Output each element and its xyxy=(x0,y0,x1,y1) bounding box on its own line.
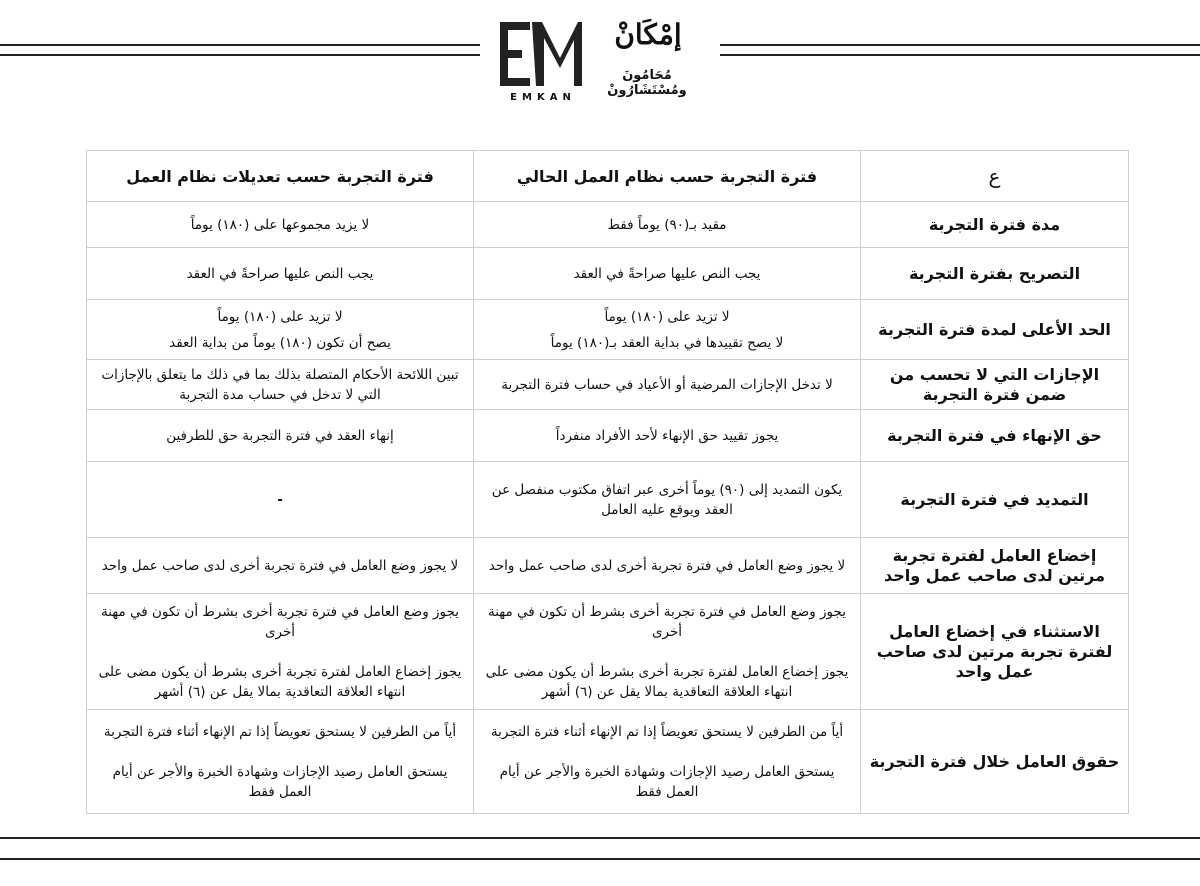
table-row xyxy=(87,202,1129,248)
cell-text: - xyxy=(277,491,283,508)
row-current xyxy=(474,710,861,814)
row-label: التصريح بفترة التجربة xyxy=(861,248,1129,300)
cell-text: لا يجوز وضع العامل في فترة تجربة أخرى لدى صاحب عمل واحد xyxy=(488,557,846,574)
header-line-left-bottom xyxy=(0,54,480,56)
row-amended xyxy=(87,462,474,538)
cell-text: إنهاء العقد في فترة التجربة حق للطرفين xyxy=(166,427,394,444)
logo-arabic-tagline: مُحَامُونَ ومُسْتَشَارُونْ xyxy=(607,68,687,98)
logo-arabic-name: إمْكَانْ xyxy=(614,18,682,51)
table-row xyxy=(87,594,1129,710)
cell-text: يكون التمديد إلى (٩٠) يوماً أخرى عبر اتفاق مكتوب منفصل عن العقد ويوقع عليه العامل xyxy=(491,481,843,518)
row-amended xyxy=(87,300,474,360)
row-label: مدة فترة التجربة xyxy=(861,202,1129,248)
header-line-left-top xyxy=(0,44,480,46)
cell-text: يجوز وضع العامل في فترة تجربة أخرى بشرط أن تكون في مهنة أخرى xyxy=(100,603,460,640)
cell-text: يجوز إخضاع العامل لفترة تجربة أخرى بشرط أن يكون مضى على انتهاء العلاقة التعاقدية بمالا يقل عن (٦) أشهر xyxy=(98,663,462,700)
cell-text: تبين اللائحة الأحكام المتصلة بذلك بما في ذلك ما يتعلق بالإجازات التي لا تدخل في حساب مدة التجربة xyxy=(101,366,459,403)
row-current xyxy=(474,248,861,300)
table-row xyxy=(87,248,1129,300)
table-header-row xyxy=(87,151,1129,202)
cell-text: يجوز إخضاع العامل لفترة تجربة أخرى بشرط أن يكون مضى على انتهاء العلاقة التعاقدية بمالا يقل عن (٦) أشهر xyxy=(485,663,849,700)
footer-line-top xyxy=(0,837,1200,839)
cell-text: يصح أن تكون (١٨٠) يوماً من بداية العقد xyxy=(169,334,391,351)
cell-text: لا يجوز وضع العامل في فترة تجربة أخرى لدى صاحب عمل واحد xyxy=(101,557,459,574)
logo-latin-name: EMKAN xyxy=(510,92,576,103)
table-row xyxy=(87,410,1129,462)
row-current xyxy=(474,202,861,248)
row-label: الإجازات التي لا تحسب من ضمن فترة التجربة xyxy=(861,360,1129,410)
row-current xyxy=(474,594,861,710)
cell-text: لا يصح تقييدها في بداية العقد بـ(١٨٠) يوماً xyxy=(550,334,784,351)
footer-line-bottom xyxy=(0,858,1200,860)
header-line-right-top xyxy=(720,44,1200,46)
cell-text: لا يزيد مجموعها على (١٨٠) يوماً xyxy=(190,216,370,233)
row-current xyxy=(474,410,861,462)
row-label: التمديد في فترة التجربة xyxy=(861,462,1129,538)
table-row xyxy=(87,710,1129,814)
table-row xyxy=(87,538,1129,594)
row-amended xyxy=(87,202,474,248)
row-current xyxy=(474,462,861,538)
emkan-logo xyxy=(496,14,706,106)
probation-comparison-table xyxy=(86,150,1129,814)
header-index: ع xyxy=(861,151,1129,202)
table-row xyxy=(87,300,1129,360)
header-current-law: فترة التجربة حسب نظام العمل الحالي xyxy=(474,151,861,202)
row-label: الاستثناء في إخضاع العامل لفترة تجربة مرتين لدى صاحب عمل واحد xyxy=(861,594,1129,710)
row-amended xyxy=(87,248,474,300)
table-row xyxy=(87,462,1129,538)
cell-text: يجب النص عليها صراحةً في العقد xyxy=(186,265,374,282)
row-amended xyxy=(87,410,474,462)
cell-text: يجوز تقييد حق الإنهاء لأحد الأفراد منفرداً xyxy=(555,427,779,444)
emkan-monogram-icon xyxy=(498,18,582,90)
row-current xyxy=(474,360,861,410)
cell-text: يستحق العامل رصيد الإجازات وشهادة الخبرة والأجر عن أيام العمل فقط xyxy=(499,763,835,800)
cell-text: لا تدخل الإجازات المرضية أو الأعياد في حساب فترة التجربة xyxy=(501,376,833,393)
row-label: إخضاع العامل لفترة تجربة مرتين لدى صاحب عمل واحد xyxy=(861,538,1129,594)
row-label: الحد الأعلى لمدة فترة التجربة xyxy=(861,300,1129,360)
row-amended xyxy=(87,538,474,594)
row-label: حقوق العامل خلال فترة التجربة xyxy=(861,710,1129,814)
cell-text: لا تزيد على (١٨٠) يوماً xyxy=(604,308,730,325)
header-amended-law: فترة التجربة حسب تعديلات نظام العمل xyxy=(87,151,474,202)
row-label: حق الإنهاء في فترة التجربة xyxy=(861,410,1129,462)
cell-text: لا تزيد على (١٨٠) يوماً xyxy=(217,308,343,325)
header-line-right-bottom xyxy=(720,54,1200,56)
row-current xyxy=(474,300,861,360)
cell-text: يجوز وضع العامل في فترة تجربة أخرى بشرط أن تكون في مهنة أخرى xyxy=(487,603,847,640)
row-amended xyxy=(87,594,474,710)
row-amended xyxy=(87,360,474,410)
row-current xyxy=(474,538,861,594)
cell-text: يجب النص عليها صراحةً في العقد xyxy=(573,265,761,282)
cell-text: مقيد بـ(٩٠) يوماً فقط xyxy=(607,216,727,233)
cell-text: يستحق العامل رصيد الإجازات وشهادة الخبرة والأجر عن أيام العمل فقط xyxy=(112,763,448,800)
table-row xyxy=(87,360,1129,410)
cell-text: أياً من الطرفين لا يستحق تعويضاً إذا تم الإنهاء أثناء فترة التجربة xyxy=(103,723,457,740)
row-amended xyxy=(87,710,474,814)
cell-text: أياً من الطرفين لا يستحق تعويضاً إذا تم الإنهاء أثناء فترة التجربة xyxy=(490,723,844,740)
